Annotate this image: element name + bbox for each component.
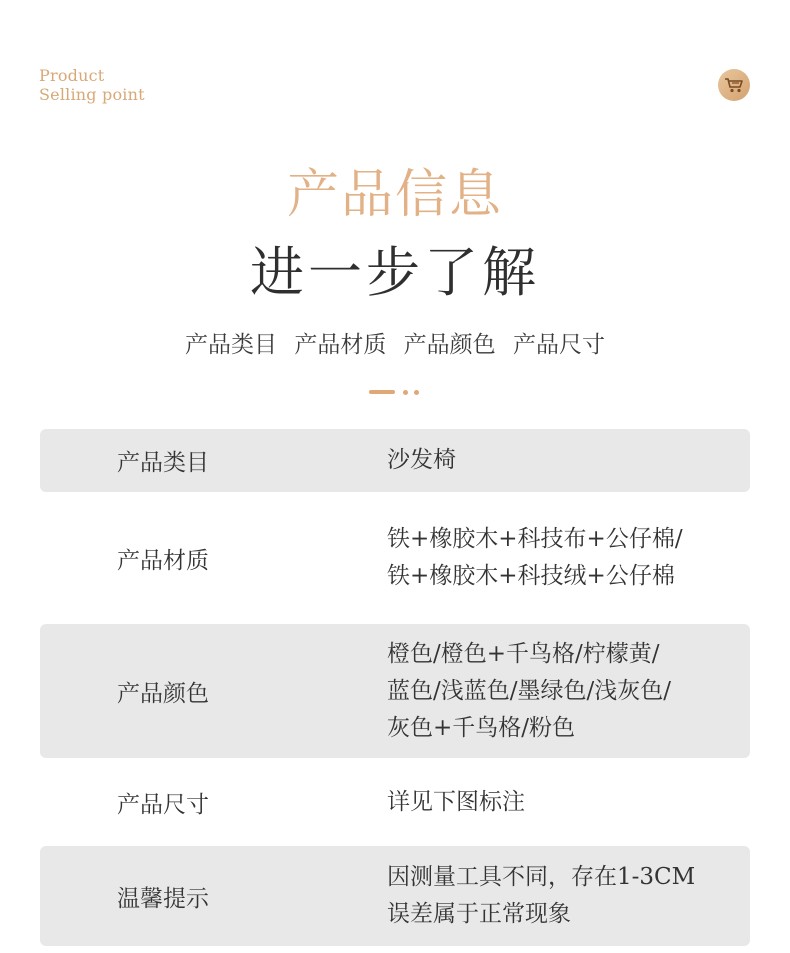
value-line: 灰色+千鸟格/粉色	[387, 714, 576, 741]
value-line: 沙发椅	[387, 447, 456, 473]
value-line: 蓝色/浅蓝色/墨绿色/浅灰色/	[387, 677, 671, 704]
row-label: 温馨提示	[117, 885, 209, 912]
row-label: 产品颜色	[117, 680, 209, 707]
tag-material: 产品材质	[294, 332, 387, 358]
tag-list	[0, 329, 790, 361]
row-value	[387, 624, 671, 758]
section-title-main: 进一步了解	[250, 241, 540, 304]
value-line: 因测量工具不同，存在1-3CM	[387, 864, 696, 890]
tag-size: 产品尺寸	[512, 332, 605, 358]
value-line: 误差属于正常现象	[387, 901, 571, 927]
table-row	[40, 846, 750, 946]
header-en-line1: Product	[39, 66, 105, 85]
divider-dot	[414, 390, 419, 395]
table-row	[40, 624, 750, 758]
row-label: 产品尺寸	[117, 791, 209, 818]
table-row	[40, 429, 750, 492]
header-en-line2: Selling point	[39, 85, 145, 104]
table-row	[40, 504, 750, 612]
header-subtitle	[39, 66, 145, 104]
table-row	[40, 770, 750, 834]
divider-dot	[403, 390, 408, 395]
value-line: 橙色/橙色+千鸟格/柠檬黄/	[387, 640, 660, 667]
row-value	[387, 429, 456, 492]
row-value	[387, 770, 525, 834]
section-title-cn: 产品信息	[286, 165, 503, 225]
product-info-table	[40, 429, 750, 946]
tag-category: 产品类目	[185, 332, 278, 358]
row-label: 产品材质	[117, 547, 209, 574]
row-value	[387, 504, 683, 612]
shopping-cart-icon[interactable]	[718, 69, 750, 101]
row-label: 产品类目	[117, 450, 209, 476]
value-line: 详见下图标注	[387, 788, 525, 815]
decorative-divider	[0, 389, 790, 395]
value-line: 铁+橡胶木+科技绒+公仔棉	[387, 563, 675, 589]
tag-color: 产品颜色	[403, 332, 496, 358]
value-line: 铁+橡胶木+科技布+公仔棉/	[387, 526, 683, 552]
divider-bar	[369, 390, 395, 394]
row-value	[387, 846, 695, 946]
